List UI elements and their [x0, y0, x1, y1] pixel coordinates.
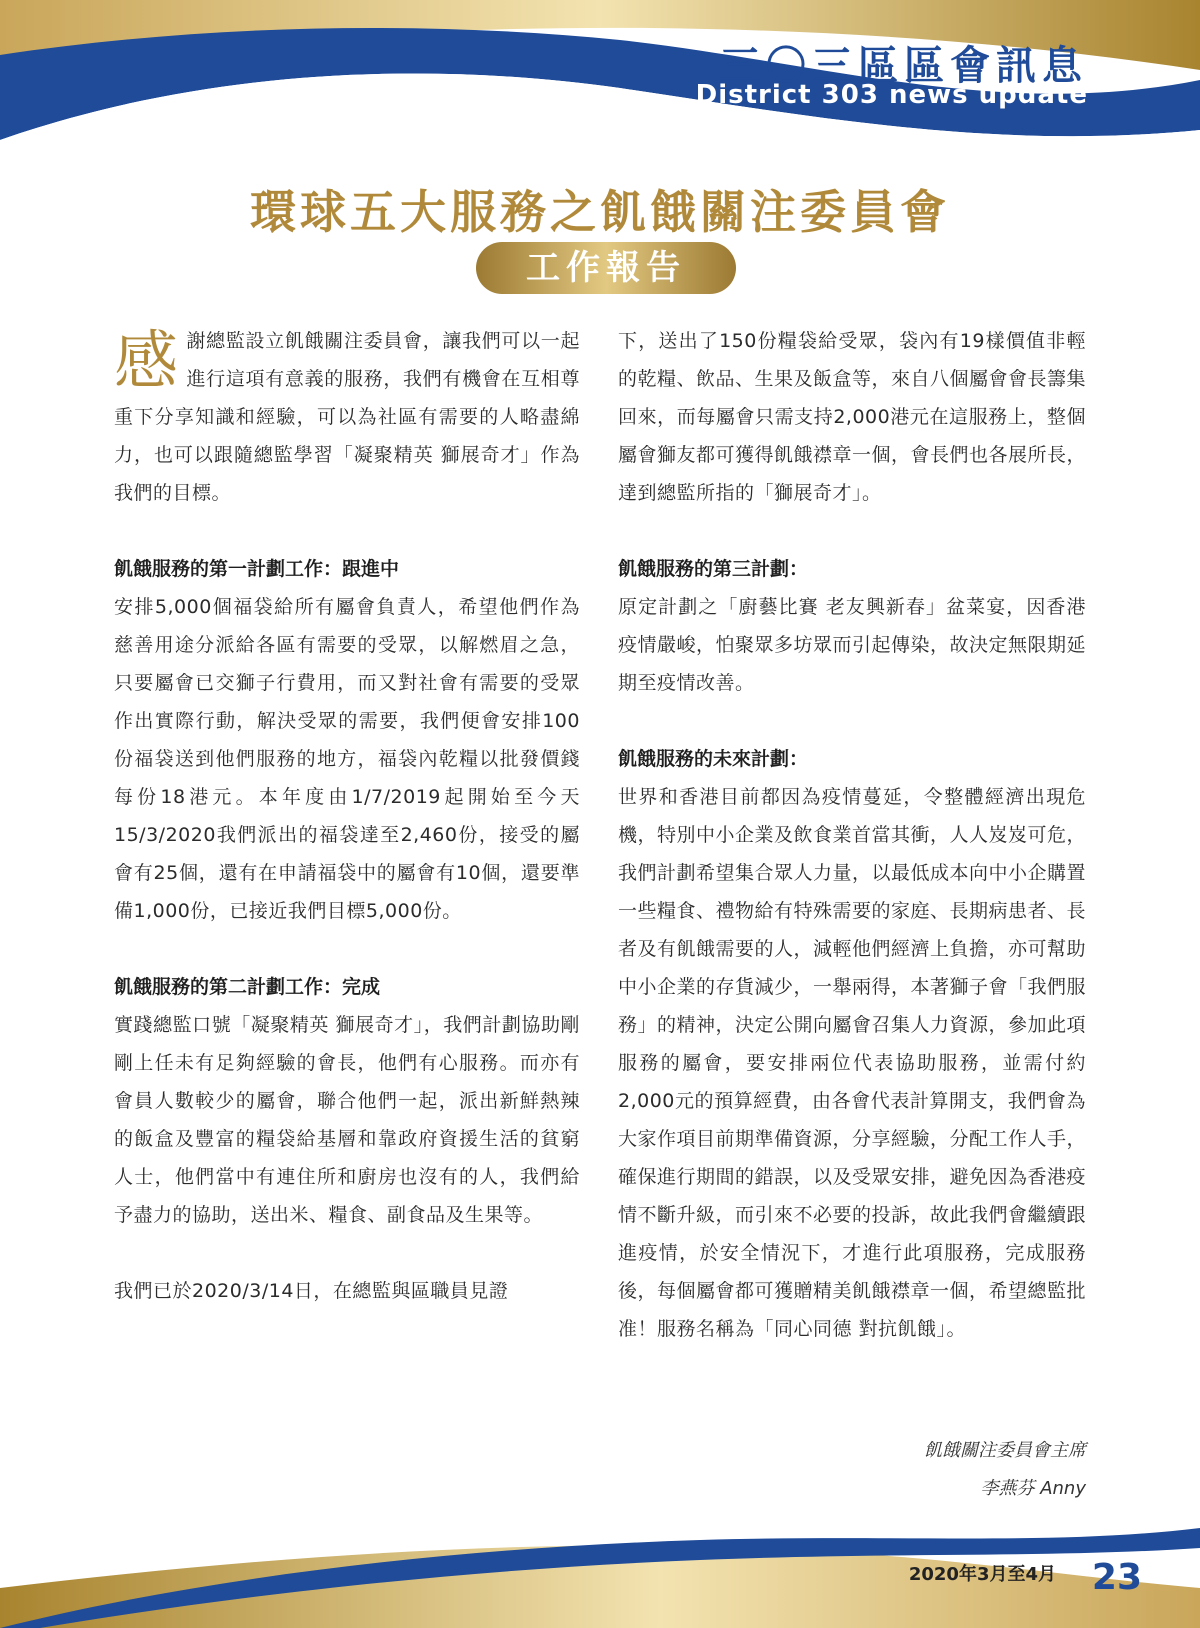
signature-title: 飢餓關注委員會主席 [924, 1440, 1086, 1461]
header-title-en: District 303 news update [695, 80, 1088, 110]
section3-body: 原定計劃之「廚藝比賽 老友興新春」盆菜宴，因香港疫情嚴峻，怕聚眾多坊眾而引起傳染，故決定無限期延期至疫情改善。 [618, 596, 1087, 694]
header-title-cn: 三〇三區區會訊息 [720, 43, 1088, 89]
section2-body: 實踐總監口號「凝聚精英 獅展奇才」，我們計劃協助剛剛上任未有足夠經驗的會長，他們有心服務。而亦有會員人數較少的屬會，聯合他們一起，派出新鮮熱辣的飯盒及豐富的糧袋給基層和靠政府資援生活的貧窮人士，他們當中有連住所和廚房也沒有的人，我們給予盡力的協助，送出米、糧食、副食品及生果等。 [114, 1014, 580, 1226]
article-subtitle: 工作報告 [526, 248, 686, 288]
section4-body: 世界和香港目前都因為疫情蔓延，令整體經濟出現危機，特別中小企業及飲食業首當其衝，人人岌岌可危，我們計劃希望集合眾人力量，以最低成本向中小企購置一些糧食、禮物給有特殊需要的家庭、長期病患者、長者及有飢餓需要的人，減輕他們經濟上負擔，亦可幫助中小企業的存貨減少，一舉兩得，本著獅子會「我們服務」的精神，決定公開向屬會召集人力資源，參加此項服務的屬會，要安排兩位代表協助服務，並需付約2,000元的預算經費，由各會代表計算開支，我們會為大家作項目前期準備資源，分享經驗，分配工作人手，確保進行期間的錯誤，以及受眾安排，避免因為香港疫情不斷升級，而引來不必要的投訴，故此我們會繼續跟進疫情，於安全情況下，才進行此項服務，完成服務後，每個屬會都可獲贈精美飢餓襟章一個，希望總監批准！服務名稱為「同心同德 對抗飢餓」。 [618, 786, 1087, 1340]
left-column [114, 322, 580, 1310]
issue-date: 2020年3月至4月 [908, 1564, 1056, 1585]
drop-cap: 感 [114, 325, 179, 399]
subtitle-badge [476, 242, 736, 294]
right-column [618, 322, 1086, 1348]
page-number: 23 [1091, 1557, 1142, 1598]
section1-heading: 飢餓服務的第一計劃工作：跟進中 [114, 558, 400, 580]
section3-heading: 飢餓服務的第三計劃： [618, 558, 809, 580]
section2-continued-left: 我們已於2020/3/14日，在總監與區職員見證 [114, 1280, 509, 1302]
signature-name: 李燕芬 Anny [980, 1478, 1086, 1499]
article-title: 環球五大服務之飢餓關注委員會 [250, 185, 950, 239]
section4-heading: 飢餓服務的未來計劃： [618, 748, 809, 770]
section2-continued-right: 下，送出了150份糧袋給受眾，袋內有19樣價值非輕的乾糧、飲品、生果及飯盒等，來自八個屬會會長籌集回來，而每屬會只需支持2,000港元在這服務上，整個屬會獅友都可獲得飢餓襟章一個，會長們也各展所長，達到總監所指的「獅展奇才」。 [618, 330, 1087, 504]
section2-heading: 飢餓服務的第二計劃工作：完成 [114, 976, 381, 998]
intro-paragraph [114, 322, 580, 512]
intro-text: 謝總監設立飢餓關注委員會，讓我們可以一起進行這項有意義的服務，我們有機會在互相尊重下分享知識和經驗，可以為社區有需要的人略盡綿力，也可以跟隨總監學習「凝聚精英 獅展奇才」作為我們的目標。 [114, 330, 580, 504]
section1-body: 安排5,000個福袋給所有屬會負責人，希望他們作為慈善用途分派給各區有需要的受眾，以解燃眉之急，只要屬會已交獅子行費用，而又對社會有需要的受眾作出實際行動，解決受眾的需要，我們便會安排100份福袋送到他們服務的地方，福袋內乾糧以批發價錢每份18港元。本年度由1/7/2019起開始至今天15/3/2020我們派出的福袋達至2,460份，接受的屬會有25個，還有在申請福袋中的屬會有10個，還要準備1,000份，已接近我們目標5,000份。 [114, 596, 580, 922]
